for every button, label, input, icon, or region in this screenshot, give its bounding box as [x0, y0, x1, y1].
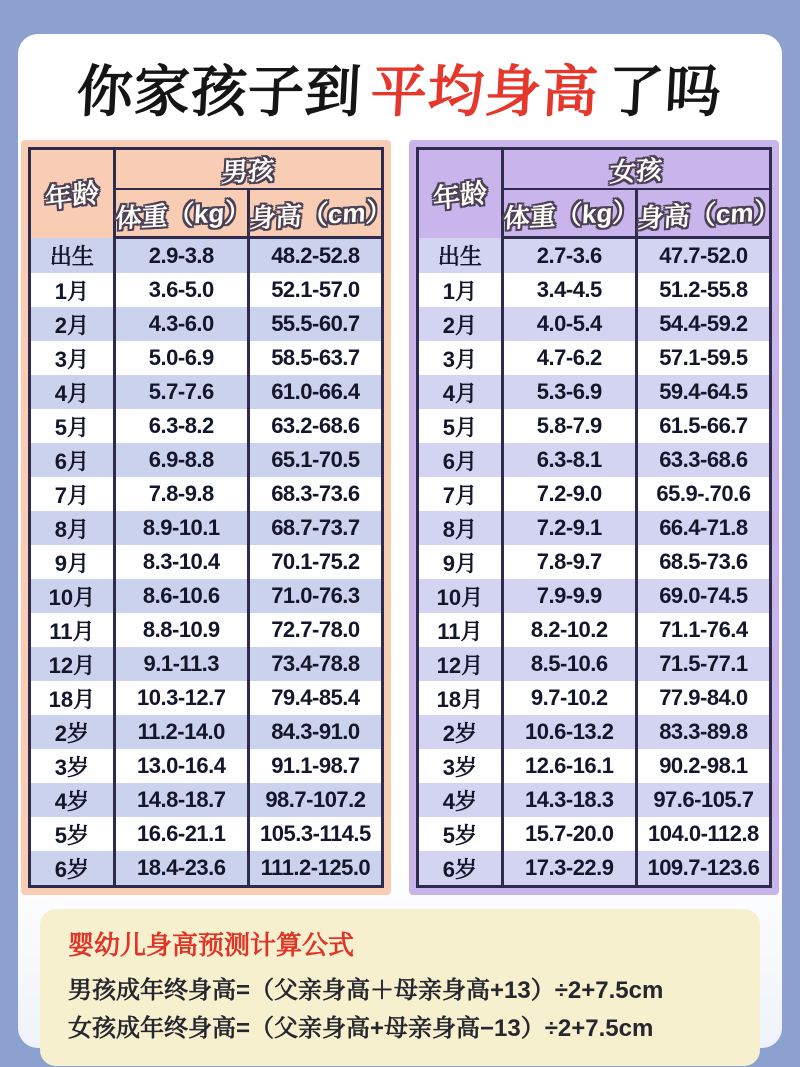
girls-weight-header-cell	[502, 189, 640, 238]
age-cell: 9月	[418, 545, 503, 579]
weight-cell: 14.3-18.3	[502, 783, 636, 817]
weight-cell: 3.6-5.0	[114, 273, 248, 307]
weight-cell: 7.2-9.1	[502, 511, 636, 545]
boys-table-panel	[21, 140, 391, 895]
age-cell: 出生	[30, 238, 115, 274]
height-cell: 58.5-63.7	[248, 341, 382, 375]
age-cell: 7月	[418, 477, 503, 511]
girls-age-header-label: 年龄	[432, 178, 488, 215]
age-cell: 12月	[418, 647, 503, 681]
height-cell: 72.7-78.0	[248, 613, 382, 647]
weight-cell: 17.3-22.9	[502, 851, 636, 887]
height-cell: 48.2-52.8	[248, 238, 382, 274]
height-cell: 77.9-84.0	[636, 681, 770, 715]
age-cell: 1月	[30, 273, 115, 307]
age-cell: 10月	[418, 579, 503, 613]
boys-weight-header-label: 体重（kg）	[114, 195, 252, 233]
weight-cell: 10.3-12.7	[114, 681, 248, 715]
weight-cell: 5.0-6.9	[114, 341, 248, 375]
age-cell: 5岁	[30, 817, 115, 851]
girls-weight-header-label: 体重（kg）	[502, 195, 640, 233]
weight-cell: 4.0-5.4	[502, 307, 636, 341]
age-cell: 3月	[30, 341, 115, 375]
table-row	[418, 545, 771, 579]
girls-group-label: 女孩	[609, 154, 664, 187]
height-cell: 73.4-78.8	[248, 647, 382, 681]
table-row	[30, 647, 383, 681]
formula-title: 婴幼儿身高预测计算公式	[68, 930, 355, 960]
height-cell: 109.7-123.6	[636, 851, 770, 887]
page-title	[16, 34, 785, 128]
height-cell: 70.1-75.2	[248, 545, 382, 579]
weight-cell: 7.2-9.0	[502, 477, 636, 511]
boys-age-header-label: 年龄	[44, 178, 100, 215]
age-cell: 出生	[418, 238, 503, 274]
age-cell: 11月	[418, 613, 503, 647]
weight-cell: 8.3-10.4	[114, 545, 248, 579]
height-cell: 104.0-112.8	[636, 817, 770, 851]
height-cell: 51.2-55.8	[636, 273, 770, 307]
age-cell: 2岁	[418, 715, 503, 749]
age-cell: 8月	[30, 511, 115, 545]
weight-cell: 6.3-8.1	[502, 443, 636, 477]
age-cell: 12月	[30, 647, 115, 681]
age-cell: 4岁	[418, 783, 503, 817]
table-row	[30, 341, 383, 375]
boys-height-header-label: 身高（cm）	[248, 195, 393, 233]
table-row	[30, 851, 383, 887]
weight-cell: 3.4-4.5	[502, 273, 636, 307]
weight-cell: 5.3-6.9	[502, 375, 636, 409]
tables-container	[18, 140, 782, 895]
height-cell: 61.0-66.4	[248, 375, 382, 409]
weight-cell: 7.9-9.9	[502, 579, 636, 613]
weight-cell: 15.7-20.0	[502, 817, 636, 851]
weight-cell: 12.6-16.1	[502, 749, 636, 783]
weight-cell: 9.7-10.2	[502, 681, 636, 715]
age-cell: 10月	[30, 579, 115, 613]
table-row	[418, 238, 771, 274]
height-cell: 91.1-98.7	[248, 749, 382, 783]
age-cell: 7月	[30, 477, 115, 511]
table-row	[418, 783, 771, 817]
table-row	[418, 375, 771, 409]
height-cell: 97.6-105.7	[636, 783, 770, 817]
boys-height-header-cell	[248, 189, 393, 238]
table-row	[30, 409, 383, 443]
height-cell: 84.3-91.0	[248, 715, 382, 749]
content-card	[18, 34, 782, 1048]
weight-cell: 10.6-13.2	[502, 715, 636, 749]
girls-group-header-cell	[502, 149, 770, 190]
table-row	[30, 681, 383, 715]
weight-cell: 7.8-9.8	[114, 477, 248, 511]
age-cell: 6岁	[418, 851, 503, 887]
age-cell: 5月	[418, 409, 503, 443]
weight-cell: 2.7-3.6	[502, 238, 636, 274]
girls-table-panel	[409, 140, 779, 895]
boys-table-body	[30, 238, 383, 887]
table-row	[418, 647, 771, 681]
table-row	[30, 715, 383, 749]
age-cell: 3岁	[418, 749, 503, 783]
formula-line-boys: 男孩成年终身高=（父亲身高＋母亲身高+13）÷2+7.5cm	[68, 977, 664, 1004]
weight-cell: 8.2-10.2	[502, 613, 636, 647]
height-cell: 71.0-76.3	[248, 579, 382, 613]
weight-cell: 8.9-10.1	[114, 511, 248, 545]
weight-cell: 4.3-6.0	[114, 307, 248, 341]
height-cell: 65.1-70.5	[248, 443, 382, 477]
age-cell: 18月	[30, 681, 115, 715]
age-cell: 8月	[418, 511, 503, 545]
age-cell: 3月	[418, 341, 503, 375]
age-cell: 2岁	[30, 715, 115, 749]
weight-cell: 6.9-8.8	[114, 443, 248, 477]
age-cell: 4月	[30, 375, 115, 409]
table-row	[418, 409, 771, 443]
formula-line-girls: 女孩成年终身高=（父亲身高+母亲身高−13）÷2+7.5cm	[68, 1015, 654, 1042]
girls-height-header-cell	[636, 189, 781, 238]
weight-cell: 16.6-21.1	[114, 817, 248, 851]
height-cell: 83.3-89.8	[636, 715, 770, 749]
age-cell: 4月	[418, 375, 503, 409]
title-suffix: 了吗	[606, 60, 724, 123]
height-cell: 105.3-114.5	[248, 817, 382, 851]
table-row	[30, 443, 383, 477]
weight-cell: 8.5-10.6	[502, 647, 636, 681]
girls-height-header-label: 身高（cm）	[636, 195, 781, 233]
table-row	[418, 579, 771, 613]
height-cell: 61.5-66.7	[636, 409, 770, 443]
height-cell: 54.4-59.2	[636, 307, 770, 341]
weight-cell: 8.8-10.9	[114, 613, 248, 647]
table-row	[30, 783, 383, 817]
weight-cell: 9.1-11.3	[114, 647, 248, 681]
weight-cell: 14.8-18.7	[114, 783, 248, 817]
table-row	[418, 477, 771, 511]
height-cell: 71.5-77.1	[636, 647, 770, 681]
height-cell: 63.3-68.6	[636, 443, 770, 477]
age-cell: 6岁	[30, 851, 115, 887]
height-cell: 55.5-60.7	[248, 307, 382, 341]
table-row	[418, 273, 771, 307]
weight-cell: 11.2-14.0	[114, 715, 248, 749]
table-row	[30, 579, 383, 613]
weight-cell: 2.9-3.8	[114, 238, 248, 274]
table-row	[418, 715, 771, 749]
table-row	[418, 307, 771, 341]
weight-cell: 7.8-9.7	[502, 545, 636, 579]
age-cell: 5岁	[418, 817, 503, 851]
girls-age-header-cell	[418, 149, 503, 238]
table-row	[418, 341, 771, 375]
table-row	[30, 375, 383, 409]
height-cell: 68.7-73.7	[248, 511, 382, 545]
table-row	[418, 851, 771, 887]
table-row	[418, 443, 771, 477]
girls-table-body	[418, 238, 771, 887]
height-cell: 63.2-68.6	[248, 409, 382, 443]
height-cell: 59.4-64.5	[636, 375, 770, 409]
age-cell: 18月	[418, 681, 503, 715]
weight-cell: 4.7-6.2	[502, 341, 636, 375]
height-cell: 71.1-76.4	[636, 613, 770, 647]
table-row	[30, 511, 383, 545]
formula-box	[40, 909, 760, 1066]
table-row	[418, 511, 771, 545]
height-cell: 52.1-57.0	[248, 273, 382, 307]
weight-cell: 18.4-23.6	[114, 851, 248, 887]
table-row	[30, 238, 383, 274]
weight-cell: 5.8-7.9	[502, 409, 636, 443]
table-row	[30, 749, 383, 783]
height-cell: 68.5-73.6	[636, 545, 770, 579]
boys-group-header-cell	[114, 149, 382, 190]
table-row	[418, 817, 771, 851]
age-cell: 2月	[418, 307, 503, 341]
table-row	[30, 477, 383, 511]
boys-group-label: 男孩	[221, 154, 276, 187]
boys-weight-header-cell	[114, 189, 252, 238]
table-row	[418, 681, 771, 715]
table-row	[30, 817, 383, 851]
table-row	[30, 307, 383, 341]
weight-cell: 6.3-8.2	[114, 409, 248, 443]
weight-cell: 8.6-10.6	[114, 579, 248, 613]
height-cell: 98.7-107.2	[248, 783, 382, 817]
height-cell: 79.4-85.4	[248, 681, 382, 715]
height-cell: 47.7-52.0	[636, 238, 770, 274]
title-prefix: 你家孩子到	[75, 60, 364, 123]
age-cell: 6月	[30, 443, 115, 477]
table-row	[418, 749, 771, 783]
table-row	[30, 273, 383, 307]
weight-cell: 5.7-7.6	[114, 375, 248, 409]
weight-cell: 13.0-16.4	[114, 749, 248, 783]
height-cell: 65.9-.70.6	[636, 477, 770, 511]
height-cell: 57.1-59.5	[636, 341, 770, 375]
height-cell: 68.3-73.6	[248, 477, 382, 511]
age-cell: 6月	[418, 443, 503, 477]
table-row	[30, 545, 383, 579]
age-cell: 11月	[30, 613, 115, 647]
age-cell: 3岁	[30, 749, 115, 783]
age-cell: 2月	[30, 307, 115, 341]
height-cell: 69.0-74.5	[636, 579, 770, 613]
height-cell: 66.4-71.8	[636, 511, 770, 545]
girls-table-header	[418, 149, 781, 238]
age-cell: 9月	[30, 545, 115, 579]
age-cell: 4岁	[30, 783, 115, 817]
table-row	[30, 613, 383, 647]
boys-table-header	[30, 149, 393, 238]
age-cell: 1月	[418, 273, 503, 307]
height-cell: 111.2-125.0	[248, 851, 382, 887]
table-row	[418, 613, 771, 647]
boys-growth-table	[28, 147, 393, 888]
age-cell: 5月	[30, 409, 115, 443]
girls-growth-table	[416, 147, 781, 888]
boys-age-header-cell	[30, 149, 115, 238]
height-cell: 90.2-98.1	[636, 749, 770, 783]
title-highlight: 平均身高	[369, 60, 601, 123]
